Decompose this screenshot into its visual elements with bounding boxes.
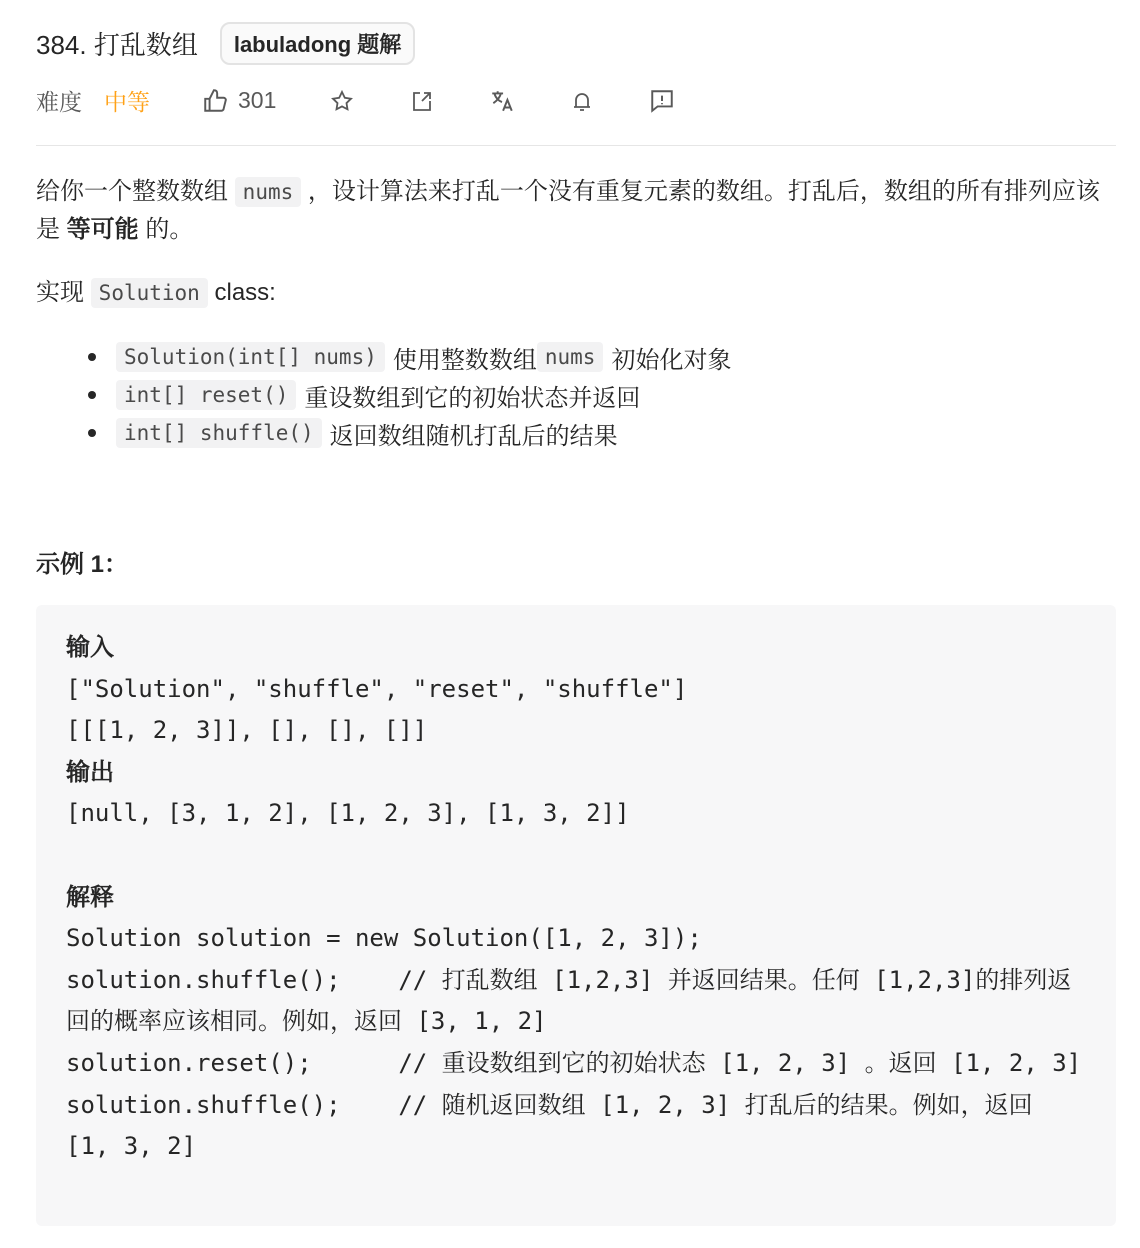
text: 返回数组随机打乱后的结果 (329, 422, 618, 450)
list-item (90, 338, 731, 376)
solution-badge-button[interactable]: labuladong 题解 (220, 22, 415, 65)
code-line: Solution solution = new Solution([1, 2, 3]); (66, 924, 702, 953)
inline-code: int[] shuffle() (116, 418, 322, 448)
inline-code: Solution(int[] nums) (116, 342, 385, 372)
text: 重设数组到它的初始状态并返回 (304, 384, 641, 412)
meta-row (36, 84, 676, 117)
text: 实现 (36, 279, 91, 306)
text: 使用整数数组 (392, 346, 537, 374)
code-line: solution.shuffle(); // 随机返回数组 [1, 2, 3] 打乱后的结果。例如，返回 [1, 3, 2] (66, 1090, 1048, 1161)
text: class: (207, 279, 276, 306)
feedback-icon[interactable] (648, 87, 676, 115)
inline-code: int[] reset() (116, 380, 296, 410)
inline-code: Solution (91, 278, 208, 308)
title-row (36, 22, 415, 65)
difficulty-value: 中等 (104, 89, 150, 115)
code-line: ["Solution", "shuffle", "reset", "shuffle"] (66, 674, 688, 703)
code-section-label: 解释 (66, 883, 114, 911)
like-count: 301 (238, 87, 277, 113)
text: 初始化对象 (611, 346, 732, 374)
translate-icon[interactable] (488, 87, 516, 115)
example-code-block (36, 605, 1116, 1226)
implement-paragraph (36, 274, 1106, 312)
bold-text: 等可能 (66, 216, 139, 243)
code-line (66, 835, 1086, 877)
like-button[interactable] (202, 87, 276, 114)
code-section-label: 输出 (66, 758, 114, 786)
code-line: [[[1, 2, 3]], [], [], []] (66, 716, 428, 745)
problem-title: 384. 打乱数组 (36, 30, 198, 60)
text: 给你一个整数数组 (36, 178, 235, 205)
method-list (90, 338, 731, 452)
list-item (90, 414, 731, 452)
example-heading: 示例 1： (36, 551, 129, 578)
bell-icon[interactable] (568, 87, 596, 115)
inline-code: nums (537, 342, 604, 372)
inline-code: nums (235, 177, 302, 207)
divider (36, 145, 1116, 146)
code-line: solution.shuffle(); // 打乱数组 [1,2,3] 并返回结果。任何 [1,2,3]的排列返回的概率应该相同。例如，返回 [3, 1, 2] (66, 965, 1072, 1036)
share-icon[interactable] (408, 87, 436, 115)
star-icon[interactable] (328, 87, 356, 115)
description-paragraph (36, 173, 1106, 249)
code-line: solution.reset(); // 重设数组到它的初始状态 [1, 2, 3] 。返回 [1, 2, 3] (66, 1048, 1082, 1077)
text: 的。 (138, 216, 194, 243)
difficulty-label: 难度 (36, 89, 82, 115)
code-line: [null, [3, 1, 2], [1, 2, 3], [1, 3, 2]] (66, 799, 630, 828)
text: ，设计算法来打乱一个没有重复元素的数组。打乱后，数组的所有排列应该是 (36, 178, 1100, 243)
list-item (90, 376, 731, 414)
thumbs-up-icon (202, 88, 228, 114)
code-section-label: 输入 (66, 634, 114, 661)
